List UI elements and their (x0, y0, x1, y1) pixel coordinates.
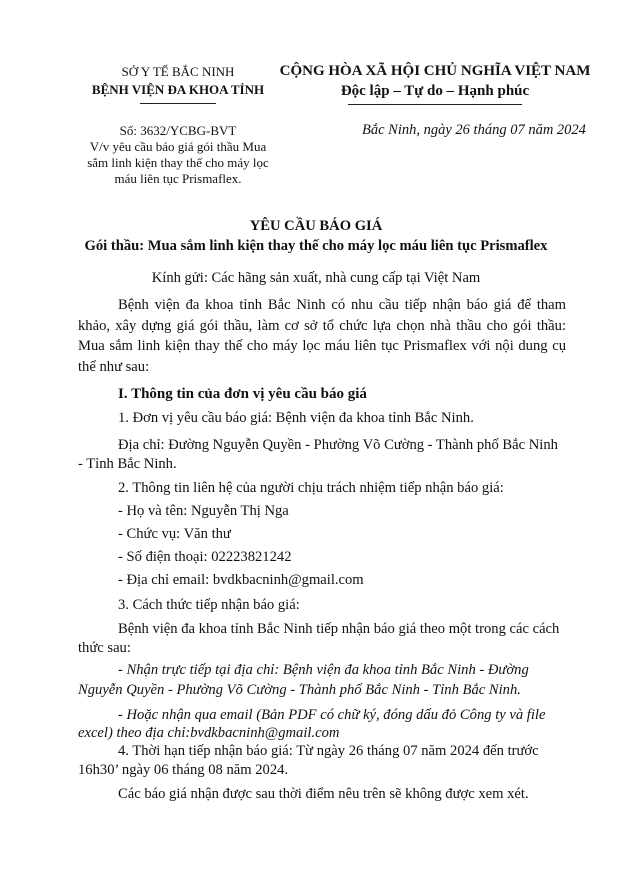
subject-line-3: máu liên tục Prismaflex. (114, 171, 242, 186)
document-number: Số: 3632/YCBG-BVT (119, 123, 237, 138)
deadline-line-2: 16h30’ ngày 06 tháng 08 năm 2024. (78, 762, 289, 778)
direct-receipt-line-1: - Nhận trực tiếp tại địa chỉ: Bệnh viện đa khoa tỉnh Bắc Ninh - Đường (118, 662, 529, 678)
contact-name: - Họ và tên: Nguyễn Thị Nga (118, 503, 289, 519)
national-motto: Độc lập – Tự do – Hạnh phúc (340, 83, 530, 99)
address-line-2: - Tỉnh Bắc Ninh. (78, 456, 177, 472)
requester-unit: 1. Đơn vị yêu cầu báo giá: Bệnh viện đa khoa tỉnh Bắc Ninh. (118, 410, 474, 426)
agency-name: SỞ Y TẾ BẮC NINH (121, 64, 235, 79)
section-1-heading: I. Thông tin của đơn vị yêu cầu báo giá (118, 386, 367, 402)
receipt-method-heading: 3. Cách thức tiếp nhận báo giá: (118, 597, 300, 613)
document-title: YÊU CẦU BÁO GIÁ (249, 218, 383, 234)
receipt-method-line-2: thức sau: (78, 640, 131, 656)
document-date: Bắc Ninh, ngày 26 tháng 07 năm 2024 (362, 122, 586, 138)
address-line-1: Địa chỉ: Đường Nguyễn Quyền - Phường Võ Cường - Thành phố Bắc Ninh (118, 437, 558, 453)
email-receipt-line-1: - Hoặc nhận qua email (Bản PDF có chữ ký, đóng dấu đỏ Công ty và file (118, 707, 546, 723)
contact-heading: 2. Thông tin liên hệ của người chịu trách nhiệm tiếp nhận báo giá: (118, 480, 504, 496)
contact-position: - Chức vụ: Văn thư (118, 526, 231, 542)
recipient-line: Kính gửi: Các hãng sản xuất, nhà cung cấp tại Việt Nam (151, 270, 481, 286)
right-header-underline (348, 104, 522, 105)
late-submission-note: Các báo giá nhận được sau thời điểm nêu trên sẽ không được xem xét. (118, 786, 529, 802)
receipt-method-line-1: Bệnh viện đa khoa tỉnh Bắc Ninh tiếp nhận báo giá theo một trong các cách (118, 621, 560, 637)
subject-line-1: V/v yêu cầu báo giá gói thầu Mua (89, 139, 267, 154)
intro-paragraph: Bệnh viện đa khoa tỉnh Bắc Ninh có nhu cầu tiếp nhận báo giá để tham khảo, xây dựng giá gói thầu, làm cơ sở tổ chức lựa chọn nhà thầu cho gói thầu: Mua sắm linh kiện thay thế cho máy lọc máu liên tục Prismaflex với nội dung cụ thể như sau: (78, 297, 566, 375)
contact-phone: - Số điện thoại: 02223821242 (118, 549, 292, 565)
contact-email: - Địa chỉ email: bvdkbacninh@gmail.com (118, 572, 364, 588)
email-receipt-line-2: excel) theo địa chỉ:bvdkbacninh@gmail.com (78, 725, 340, 741)
national-title: CỘNG HÒA XÃ HỘI CHỦ NGHĨA VIỆT NAM (279, 63, 591, 79)
direct-receipt-line-2: Nguyễn Quyền - Phường Võ Cường - Thành phố Bắc Ninh - Tỉnh Bắc Ninh. (78, 682, 521, 698)
left-header-underline (140, 103, 216, 104)
document-subtitle: Gói thầu: Mua sắm linh kiện thay thế cho máy lọc máu liên tục Prismaflex (84, 238, 548, 254)
deadline-line-1: 4. Thời hạn tiếp nhận báo giá: Từ ngày 26 tháng 07 năm 2024 đến trước (118, 743, 539, 759)
subject-line-2: sắm linh kiện thay thế cho máy lọc (87, 155, 269, 170)
hospital-name: BỆNH VIỆN ĐA KHOA TỈNH (91, 82, 265, 97)
